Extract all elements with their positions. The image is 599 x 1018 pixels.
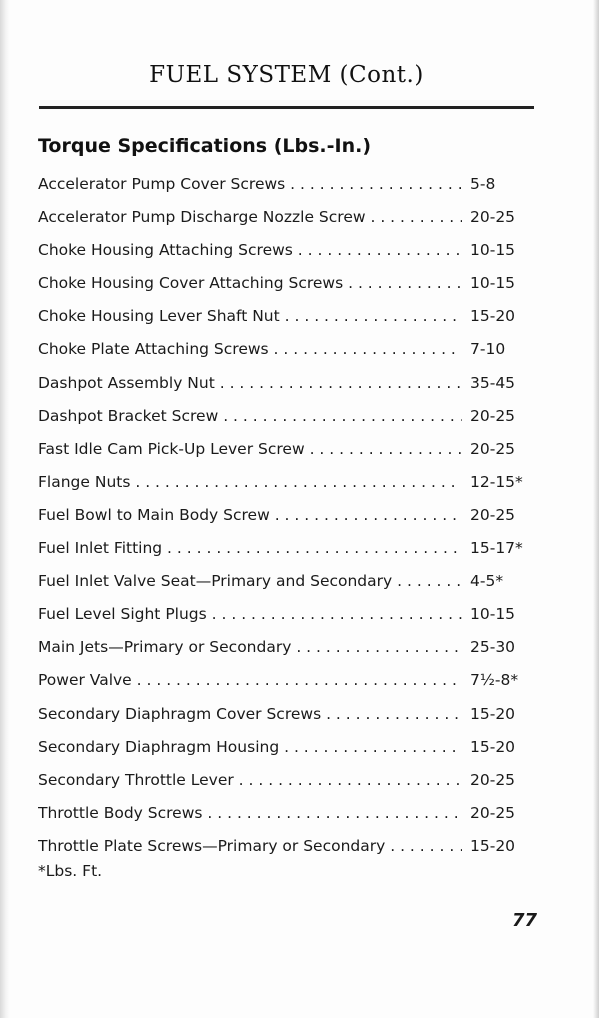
spec-row xyxy=(38,565,538,598)
page-edge-shadow-right xyxy=(593,0,599,1018)
spec-value: 15-20 xyxy=(470,307,516,326)
spec-value: 10-15 xyxy=(470,605,516,624)
spec-label: Fast Idle Cam Pick-Up Lever Screw . . . xyxy=(38,433,462,466)
spec-label: Power Valve . . . xyxy=(38,664,462,697)
spec-label: Choke Housing Attaching Screws . . . xyxy=(38,234,462,267)
spec-label: Accelerator Pump Cover Screws . . . xyxy=(38,168,462,201)
spec-value: 20-25 xyxy=(470,803,516,822)
spec-row xyxy=(38,400,538,433)
spec-value: 7½-8* xyxy=(470,671,519,690)
section-title: FUEL SYSTEM (Cont.) xyxy=(149,62,424,88)
spec-value: 25-30 xyxy=(470,638,516,657)
spec-value: 5-8 xyxy=(470,175,496,193)
spec-value: 15-17* xyxy=(470,539,523,558)
spec-row xyxy=(38,466,538,499)
spec-row xyxy=(38,234,538,267)
spec-label: Secondary Diaphragm Housing . . . xyxy=(38,731,462,764)
spec-label: Accelerator Pump Discharge Nozzle Screw . . . xyxy=(38,201,462,234)
spec-row xyxy=(38,367,538,400)
spec-value: 20-25 xyxy=(470,208,516,227)
spec-row xyxy=(38,267,538,300)
spec-value: 20-25 xyxy=(470,439,516,458)
spec-label: Fuel Inlet Fitting . . . xyxy=(38,532,462,565)
spec-label: Fuel Bowl to Main Body Screw . . . xyxy=(38,499,462,532)
spec-row xyxy=(38,830,538,863)
spec-row xyxy=(38,797,538,830)
spec-value: 15-20 xyxy=(470,704,516,723)
spec-row xyxy=(38,598,538,631)
spec-label: Dashpot Assembly Nut . . . xyxy=(38,367,462,400)
spec-value: 35-45 xyxy=(470,373,516,392)
spec-label: Dashpot Bracket Screw . . . xyxy=(38,400,462,433)
spec-value: 7-10 xyxy=(470,340,506,359)
spec-row xyxy=(38,764,538,797)
spec-label: Choke Plate Attaching Screws . . . xyxy=(38,333,462,366)
spec-value: 10-15 xyxy=(470,241,516,260)
page-edge-shadow-left xyxy=(0,0,10,1018)
spec-value: 10-15 xyxy=(470,274,516,293)
torque-spec-heading: Torque Specifications (Lbs.-In.) xyxy=(38,135,372,157)
spec-label: Secondary Throttle Lever . . . xyxy=(38,764,462,797)
torque-spec-list xyxy=(38,168,538,863)
spec-label: Fuel Level Sight Plugs . . . xyxy=(38,598,462,631)
page-number: 77 xyxy=(511,910,537,931)
spec-label: Choke Housing Lever Shaft Nut . . . xyxy=(38,300,462,333)
spec-row xyxy=(38,300,538,333)
spec-value: 20-25 xyxy=(470,406,516,425)
spec-label: Throttle Plate Screws—Primary or Secondary . . . xyxy=(38,830,462,863)
spec-row xyxy=(38,698,538,731)
spec-row xyxy=(38,201,538,234)
spec-label: Choke Housing Cover Attaching Screws . . . xyxy=(38,267,462,300)
footnote: *Lbs. Ft. xyxy=(38,862,103,880)
spec-value: 15-20 xyxy=(470,737,516,756)
spec-row xyxy=(38,499,538,532)
spec-row xyxy=(38,731,538,764)
spec-value: 20-25 xyxy=(470,770,516,789)
spec-label: Throttle Body Screws . . . xyxy=(38,797,462,830)
spec-label: Secondary Diaphragm Cover Screws . . . xyxy=(38,698,462,731)
spec-row xyxy=(38,664,538,697)
spec-row xyxy=(38,433,538,466)
title-divider xyxy=(39,106,534,109)
spec-value: 20-25 xyxy=(470,505,516,524)
spec-label: Fuel Inlet Valve Seat—Primary and Secondary . . . xyxy=(38,565,462,598)
spec-row xyxy=(38,168,538,201)
spec-label: Main Jets—Primary or Secondary . . . xyxy=(38,631,462,664)
spec-value: 15-20 xyxy=(470,836,516,855)
spec-value: 12-15* xyxy=(470,472,523,491)
spec-row xyxy=(38,532,538,565)
spec-row xyxy=(38,333,538,366)
spec-value: 4-5* xyxy=(470,572,504,591)
spec-row xyxy=(38,631,538,664)
spec-label: Flange Nuts . . . xyxy=(38,466,462,499)
